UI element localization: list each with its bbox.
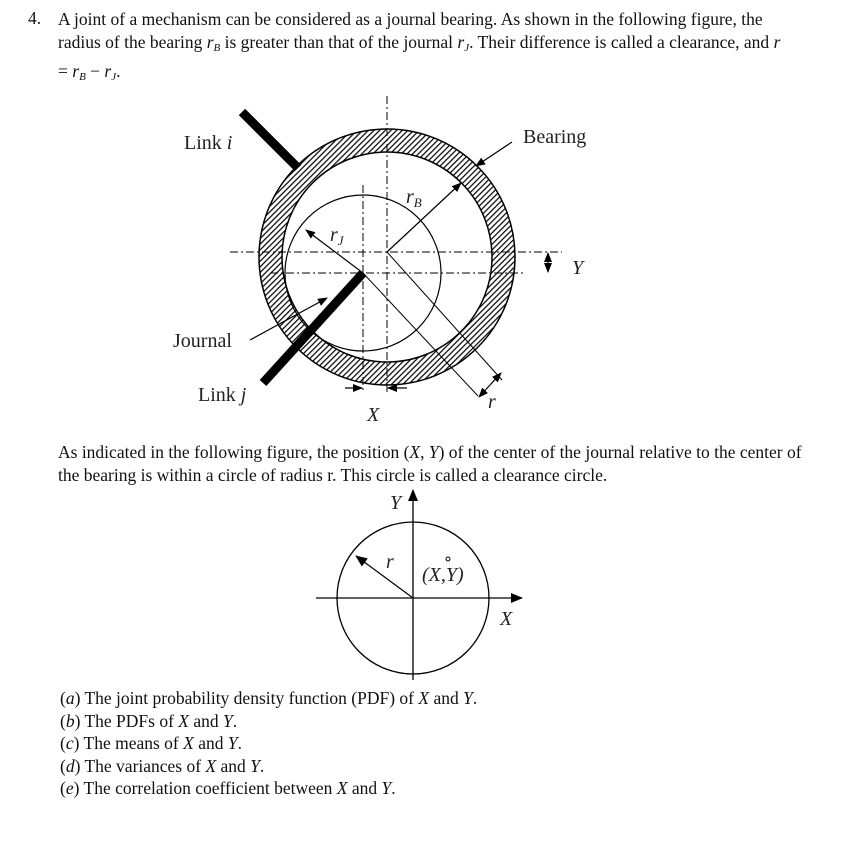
item-text: The joint probability density function (PDF) of <box>84 688 419 708</box>
label-link-j: Link j <box>198 384 247 406</box>
item-var: Y <box>223 710 233 731</box>
question-number: 4. <box>28 8 42 28</box>
item-text: and <box>193 733 228 754</box>
eq-minus: − <box>85 61 105 81</box>
item-letter: a <box>65 688 75 708</box>
item-text: The correlation coefficient between <box>83 778 337 799</box>
item-var: Y <box>463 688 473 708</box>
item-e: (e) The correlation coefficient between X and Y. <box>60 778 396 799</box>
label-bearing: Bearing <box>523 126 587 148</box>
item-text: The PDFs of <box>84 710 179 731</box>
r-dimension-arrow-a <box>490 373 501 385</box>
item-letter: c <box>65 733 74 754</box>
item-text: and <box>429 688 464 708</box>
item-var: Y <box>381 778 392 799</box>
item-b: (b) The PDFs of X and Y. <box>60 710 238 731</box>
p2-comma: , <box>420 442 429 462</box>
item-var: X <box>178 710 189 731</box>
item-text: . <box>237 733 242 754</box>
eq-equals: = <box>58 61 73 81</box>
item-text: and <box>189 710 224 731</box>
var-rB: r <box>206 32 214 52</box>
sub-J: J <box>464 42 470 54</box>
label-journal: Journal <box>173 330 232 352</box>
p2-text-a: As indicated in the following figure, the position ( <box>58 442 410 462</box>
item-text: and <box>216 755 251 776</box>
item-letter: b <box>65 710 75 731</box>
link-i-bar <box>242 112 298 168</box>
item-var: X <box>183 733 194 754</box>
item-var: X <box>336 778 348 799</box>
eq-sub-B: B <box>79 71 86 83</box>
label-r-clearance: r <box>488 391 496 413</box>
label-Y-dim: Y <box>572 257 584 279</box>
eq-period: . <box>116 61 121 81</box>
label-rB: $r_B$ <box>406 186 422 210</box>
label-Y-axis: Y <box>390 492 402 514</box>
item-letter: d <box>65 755 75 776</box>
item-text: . <box>472 688 478 708</box>
item-var: Y <box>250 755 260 776</box>
item-text: The variances of <box>84 755 206 776</box>
eq-rB: r <box>72 61 80 81</box>
intro-text-c: . Their difference is called a clearance, and <box>469 32 774 52</box>
item-var: X <box>418 688 430 708</box>
intro-text-b: is greater than that of the journal <box>220 32 458 52</box>
item-text: . <box>259 755 265 776</box>
label-X-axis: X <box>500 608 513 630</box>
item-var: X <box>205 755 217 776</box>
item-letter: e <box>65 778 74 799</box>
item-var: Y <box>227 733 238 754</box>
rB-arrow <box>387 183 461 252</box>
radius-arrow <box>356 556 413 598</box>
p2-text-b: ) of the center of the journal relative to the center of the bearing is within a circle of radius r. This circle is called a clearance circle. <box>58 442 802 485</box>
sub-B: B <box>213 42 221 54</box>
p2-X: X <box>409 442 421 462</box>
eq-rJ: r <box>104 61 112 81</box>
label-radius: r <box>386 551 394 573</box>
eq-sub-J: J <box>111 71 117 83</box>
journal-center-point <box>446 557 450 561</box>
question-items <box>60 687 477 800</box>
item-a: (a) The joint probability density function (PDF) of X and Y. <box>60 688 478 708</box>
intro-text-a: A joint of a mechanism can be considered as a journal bearing. As shown in the following figure, the radius of the bearing <box>58 9 763 52</box>
label-X-dim: X <box>367 404 380 426</box>
item-text: The means of <box>83 733 184 754</box>
eq-r: r <box>773 32 781 52</box>
label-link-i: Link i <box>184 132 233 154</box>
item-d: (d) The variances of X and Y. <box>60 755 265 776</box>
item-text: . <box>232 710 238 731</box>
item-text: and <box>347 778 382 799</box>
clearance-circle-figure <box>0 480 849 685</box>
p2-Y: Y <box>428 442 439 462</box>
var-rJ: r <box>457 32 465 52</box>
item-c: (c) The means of X and Y. <box>60 733 242 754</box>
bearing-pointer <box>476 142 512 166</box>
item-text: . <box>391 778 396 799</box>
label-rJ: $r_J$ <box>330 224 344 248</box>
label-point-XY: (X,Y) <box>422 564 464 586</box>
